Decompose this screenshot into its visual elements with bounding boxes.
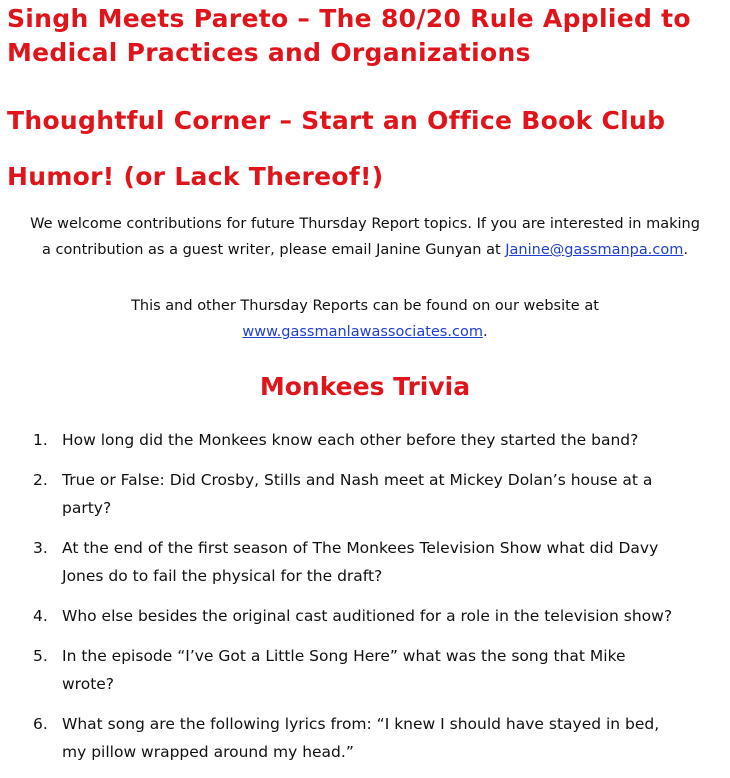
- trivia-question-text: In the episode “I’ve Got a Little Song Here” what was the song that Mike: [62, 647, 626, 665]
- trivia-question: [0, 426, 730, 454]
- reports-line2-suffix: .: [482, 324, 488, 340]
- reports-line1: This and other Thursday Reports can be found on our website at: [131, 298, 599, 314]
- website-link[interactable]: www.gassmanlawassociates.com: [242, 324, 483, 340]
- headline-pareto-line1: Singh Meets Pareto – The 80/20 Rule Applied to: [7, 4, 691, 33]
- trivia-question-text: Jones do to fail the physical for the draft?: [62, 567, 383, 585]
- trivia-question: [0, 602, 730, 630]
- trivia-question-text: At the end of the first season of The Monkees Television Show what did Davy: [62, 539, 659, 557]
- headline-book-club: Thoughtful Corner – Start an Office Book Club: [7, 106, 666, 135]
- trivia-title: Monkees Trivia: [259, 372, 471, 401]
- contributions-line2-prefix: a contribution as a guest writer, please email Janine Gunyan at: [42, 242, 506, 258]
- trivia-question: [0, 466, 730, 522]
- trivia-question-text: party?: [62, 499, 112, 517]
- trivia-question-text: Who else besides the original cast auditioned for a role in the television show?: [62, 607, 673, 625]
- trivia-question: [0, 642, 730, 698]
- trivia-question-list: [0, 426, 730, 778]
- contributions-note: [0, 211, 730, 263]
- trivia-question-text: my pillow wrapped around my head.”: [62, 743, 354, 761]
- contributions-line2: [0, 237, 730, 263]
- headline-pareto: [7, 2, 691, 70]
- trivia-question-number: 5.: [33, 647, 48, 665]
- trivia-question-text: What song are the following lyrics from: “I knew I should have stayed in bed,: [62, 715, 660, 733]
- headline-humor: Humor! (or Lack Thereof!): [7, 162, 384, 191]
- trivia-question: [0, 534, 730, 590]
- trivia-question-number: 4.: [33, 607, 48, 625]
- trivia-question-text: True or False: Did Crosby, Stills and Nash meet at Mickey Dolan’s house at a: [62, 471, 653, 489]
- reports-note: [0, 293, 730, 345]
- email-link[interactable]: Janine@gassmanpa.com: [505, 242, 684, 258]
- trivia-question-text: wrote?: [62, 675, 115, 693]
- trivia-question: [0, 710, 730, 766]
- trivia-question-number: 1.: [33, 431, 48, 449]
- reports-line2: [0, 319, 730, 345]
- trivia-question-number: 2.: [33, 471, 48, 489]
- headline-pareto-line2: Medical Practices and Organizations: [7, 38, 531, 67]
- trivia-question-number: 6.: [33, 715, 48, 733]
- trivia-question-text: How long did the Monkees know each other before they started the band?: [62, 431, 639, 449]
- contributions-line1: We welcome contributions for future Thursday Report topics. If you are interested in making: [30, 216, 700, 232]
- contributions-line2-suffix: .: [683, 242, 688, 258]
- trivia-question-number: 3.: [33, 539, 48, 557]
